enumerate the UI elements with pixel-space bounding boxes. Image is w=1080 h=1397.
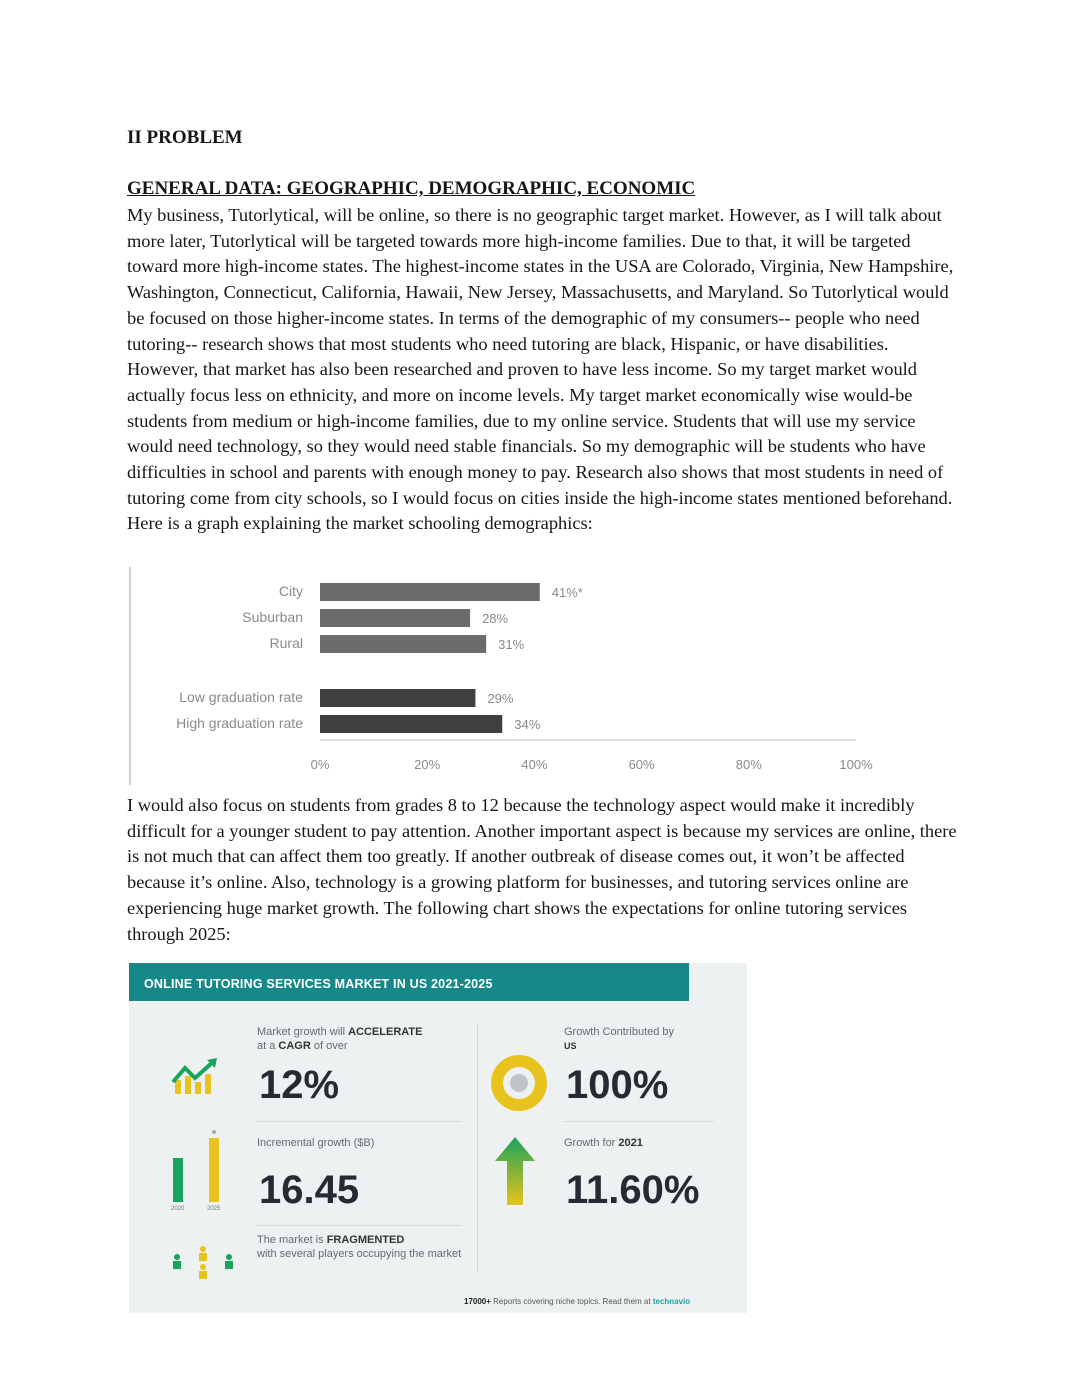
x-tick-label: 100% <box>839 757 873 772</box>
technavio-logo: technavio <box>652 1297 691 1306</box>
bar <box>320 583 540 601</box>
schooling-demographics-chart <box>128 565 873 787</box>
paragraph-target-market: My business, Tutorlytical, will be online, so there is no geographic target market. However, as I will talk about more later, Tutorlytical will be targeted towards more high-income families. Due to that, it will be targeted toward more high-income states. The highest-income states in the USA are Colorado, Virginia, New Hampshire, Washington, Connecticut, California, Hawaii, New Jersey, Massachusetts, and Maryland. So Tutorlytical would be focused on those higher-income states. In terms of the demographic of my consumers-- people who need tutoring-- research shows that most students who need tutoring are black, Hispanic, or have disabilities. However, that market has also been researched and proven to have less income. So my target market would actually focus less on ethnicity, and more on income levels. My target market economically wise would-be students from medium or high-income families, due to my online service. Students that will use my service would need technology, so they would need stable financials. So my demographic will be students who have difficulties in school and parents with enough money to pay. Research also shows that most students in need of tutoring come from city schools, so I would focus on cities inside the high-income states mentioned beforehand. Here is a graph explaining the market schooling demographics: <box>127 205 954 534</box>
fragmented-caption: The market is FRAGMENTED with several players occupying the market <box>257 1234 462 1260</box>
players-icon <box>169 1241 239 1281</box>
cagr-caption: Market growth will ACCELERATE at a CAGR of over <box>257 1026 423 1052</box>
category-label: Low graduation rate <box>179 689 303 705</box>
infographic-footer: 17000+ Reports covering niche topics. Read them at technavio <box>464 1297 691 1306</box>
category-label: High graduation rate <box>176 715 303 731</box>
bar-growth-icon <box>169 1128 229 1213</box>
paragraph-growth: I would also focus on students from grades 8 to 12 because the technology aspect would make it incredibly difficult for a younger student to pay attention. Another important aspect is because my services are online, there is not much that can affect them too greatly. If another outbreak of disease comes out, it won’t be affected because it’s online. Also, technology is a growing platform for businesses, and tutoring services online are experiencing huge market growth. The following chart shows the expectations for online tutoring services through 2025: <box>127 795 957 944</box>
contrib-caption: Growth Contributed by US <box>564 1026 675 1051</box>
category-label: Suburban <box>242 609 303 625</box>
bar-year-right: 2025 <box>207 1206 221 1212</box>
section-title: II PROBLEM <box>127 127 243 148</box>
x-tick-label: 40% <box>521 757 548 772</box>
bar <box>320 689 475 707</box>
x-tick-label: 80% <box>735 757 762 772</box>
cagr-value: 12% <box>259 1063 340 1107</box>
divider <box>564 1121 714 1122</box>
donut-icon <box>491 1055 547 1111</box>
market-infographic <box>129 963 747 1313</box>
x-tick-label: 60% <box>628 757 655 772</box>
growth-value: 11.60% <box>566 1168 700 1212</box>
data-label: 41%* <box>551 585 583 600</box>
bar <box>320 715 502 733</box>
data-label: 28% <box>482 611 509 626</box>
growth-caption: Growth for 2021 <box>564 1137 643 1149</box>
incremental-label: Incremental growth ($B) <box>257 1137 375 1149</box>
infographic-title: ONLINE TUTORING SERVICES MARKET IN US 2021-2025 <box>144 977 493 991</box>
growth-arrow-icon <box>493 1135 537 1207</box>
divider <box>257 1121 462 1122</box>
bar <box>320 635 486 653</box>
subsection-title: GENERAL DATA: GEOGRAPHIC, DEMOGRAPHIC, ECONOMIC <box>127 178 696 199</box>
contrib-value: 100% <box>566 1063 669 1107</box>
x-tick-label: 20% <box>414 757 441 772</box>
incremental-value: 16.45 <box>259 1168 360 1212</box>
vertical-divider <box>477 1023 478 1273</box>
bar <box>320 609 470 627</box>
data-label: 31% <box>498 637 525 652</box>
category-label: Rural <box>269 635 303 651</box>
bar-year-left: 2020 <box>171 1206 185 1212</box>
data-label: 29% <box>487 691 514 706</box>
data-label: 34% <box>514 717 541 732</box>
category-label: City <box>278 583 303 599</box>
x-tick-label: 0% <box>310 757 330 772</box>
growth-chart-icon <box>171 1058 221 1098</box>
divider <box>257 1225 462 1226</box>
